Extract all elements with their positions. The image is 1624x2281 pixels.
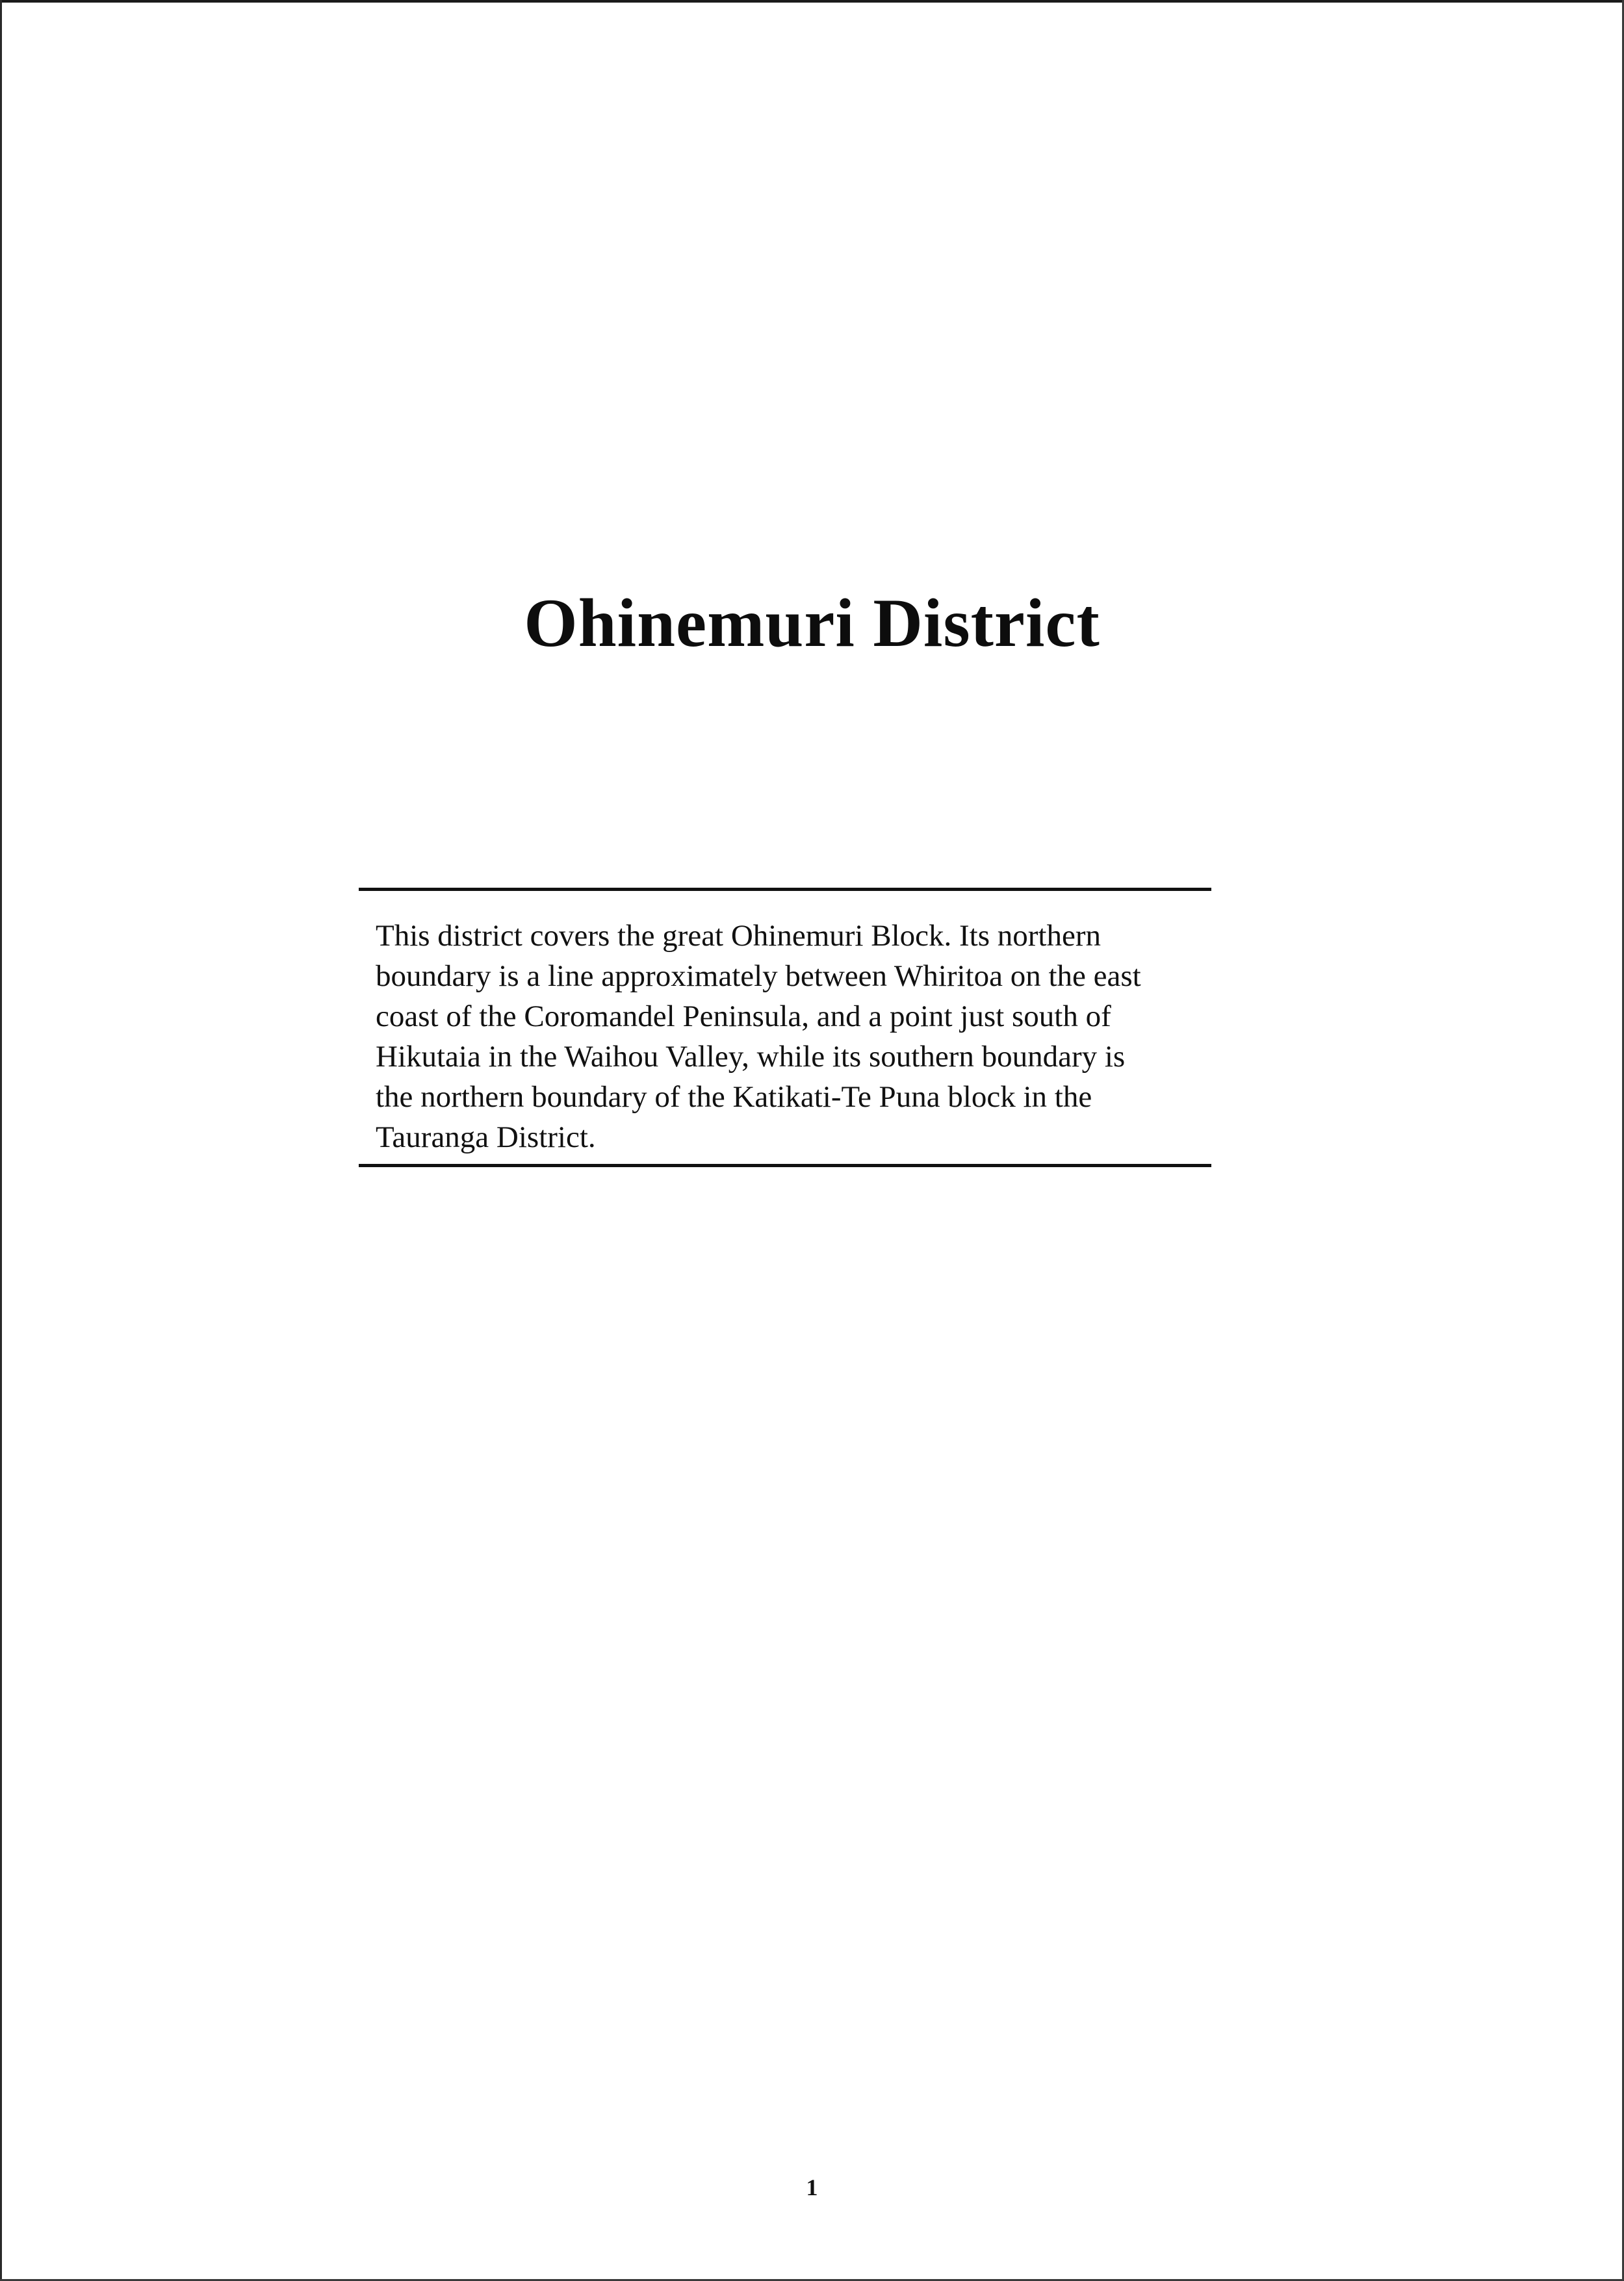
summary-line: This district covers the great Ohinemuri Block. Its northern (376, 919, 1101, 953)
page-edge-left (0, 0, 2, 2281)
summary-line: Tauranga District. (376, 1120, 596, 1154)
summary-line: the northern boundary of the Katikati-Te Puna block in the (376, 1080, 1092, 1114)
page-title: Ohinemuri District (524, 585, 1100, 661)
summary-line: coast of the Coromandel Peninsula, and a point just south of (376, 999, 1111, 1033)
summary-line: boundary is a line approximately between Whiritoa on the east (376, 959, 1141, 993)
summary-line: Hikutaia in the Waihou Valley, while its southern boundary is (376, 1040, 1126, 1074)
page-number: 1 (806, 2174, 818, 2200)
district-summary-box (359, 888, 1211, 1167)
page-edge-top (0, 0, 1624, 3)
